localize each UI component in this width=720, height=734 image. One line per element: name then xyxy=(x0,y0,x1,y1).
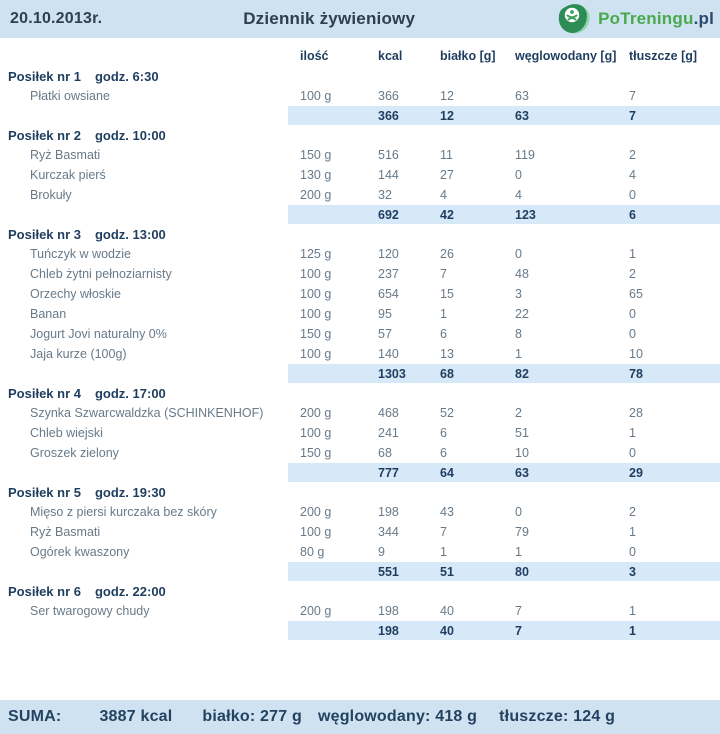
food-qty: 125 g xyxy=(300,247,332,261)
total-protein: 40 xyxy=(440,623,454,638)
meal-label: Posiłek nr 1 xyxy=(8,68,81,84)
food-carbs: 119 xyxy=(515,148,535,162)
total-protein: 51 xyxy=(440,564,454,579)
total-kcal: 1303 xyxy=(378,366,406,381)
meal-label: Posiłek nr 2 xyxy=(8,127,81,143)
food-row xyxy=(0,542,720,562)
food-kcal: 516 xyxy=(378,148,399,162)
food-protein: 12 xyxy=(440,89,454,103)
food-name: Tuńczyk w wodzie xyxy=(30,247,131,261)
col-fat: tłuszcze [g] xyxy=(629,49,698,63)
food-row xyxy=(0,264,720,284)
food-fat: 1 xyxy=(629,426,636,440)
food-carbs: 7 xyxy=(515,604,522,618)
page-title: Dziennik żywieniowy xyxy=(243,9,416,28)
food-name: Ogórek kwaszony xyxy=(30,545,130,559)
food-row xyxy=(0,601,720,621)
food-kcal: 9 xyxy=(378,545,385,559)
total-protein: 68 xyxy=(440,366,454,381)
food-qty: 200 g xyxy=(300,604,332,618)
total-kcal: 366 xyxy=(378,108,399,123)
col-kcal: kcal xyxy=(378,49,403,63)
food-name: Mięso z piersi kurczaka bez skóry xyxy=(30,505,217,519)
food-fat: 0 xyxy=(629,446,636,460)
food-carbs: 3 xyxy=(515,287,522,301)
food-carbs: 63 xyxy=(515,89,529,103)
meal-label: Posiłek nr 4 xyxy=(8,385,81,401)
food-row xyxy=(0,403,720,423)
food-carbs: 48 xyxy=(515,267,529,281)
total-carbs: 82 xyxy=(515,366,529,381)
food-qty: 100 g xyxy=(300,287,332,301)
total-carbs: 80 xyxy=(515,564,529,579)
food-fat: 1 xyxy=(629,604,636,618)
summary-fat: tłuszcze: 124 g xyxy=(499,708,616,725)
food-protein: 13 xyxy=(440,347,454,361)
food-qty: 150 g xyxy=(300,446,332,460)
food-protein: 6 xyxy=(440,426,447,440)
food-fat: 2 xyxy=(629,148,636,162)
food-protein: 6 xyxy=(440,327,447,341)
food-kcal: 468 xyxy=(378,406,399,420)
food-carbs: 0 xyxy=(515,505,522,519)
food-row xyxy=(0,86,720,106)
food-qty: 200 g xyxy=(300,188,332,202)
food-carbs: 0 xyxy=(515,247,522,261)
food-fat: 65 xyxy=(629,287,643,301)
food-carbs: 2 xyxy=(515,406,522,420)
total-kcal: 692 xyxy=(378,207,399,222)
meal-label: Posiłek nr 3 xyxy=(8,226,81,242)
food-row xyxy=(0,522,720,542)
food-row xyxy=(0,304,720,324)
meal-time: godz. 22:00 xyxy=(94,583,166,599)
total-protein: 64 xyxy=(440,465,454,480)
food-qty: 100 g xyxy=(300,267,332,281)
meal-header xyxy=(0,383,720,403)
meal-time: godz. 13:00 xyxy=(94,226,166,242)
site-logo-text xyxy=(598,9,714,29)
food-row xyxy=(0,423,720,443)
total-kcal: 551 xyxy=(378,564,399,579)
food-row xyxy=(0,165,720,185)
food-carbs: 8 xyxy=(515,327,522,341)
food-carbs: 10 xyxy=(515,446,529,460)
food-kcal: 144 xyxy=(378,168,399,182)
food-carbs: 4 xyxy=(515,188,522,202)
total-fat: 3 xyxy=(629,564,636,579)
meal-total-row xyxy=(0,621,720,640)
food-carbs: 22 xyxy=(515,307,529,321)
food-carbs: 51 xyxy=(515,426,529,440)
food-name: Ser twarogowy chudy xyxy=(30,604,150,618)
total-protein: 42 xyxy=(440,207,454,222)
food-fat: 28 xyxy=(629,406,643,420)
food-fat: 4 xyxy=(629,168,636,182)
food-protein: 7 xyxy=(440,267,447,281)
meal-header xyxy=(0,224,720,244)
food-name: Jogurt Jovi naturalny 0% xyxy=(30,327,167,341)
meal-header xyxy=(0,125,720,145)
total-fat: 78 xyxy=(629,366,643,381)
logo-tld: .pl xyxy=(693,9,714,28)
summary-carbs: węglowodany: 418 g xyxy=(317,708,478,725)
food-qty: 100 g xyxy=(300,426,332,440)
food-qty: 150 g xyxy=(300,148,332,162)
meal-header xyxy=(0,66,720,86)
food-name: Ryż Basmati xyxy=(30,148,101,162)
food-protein: 27 xyxy=(440,168,454,182)
total-kcal: 198 xyxy=(378,623,399,638)
food-kcal: 120 xyxy=(378,247,399,261)
meal-time: godz. 10:00 xyxy=(94,127,166,143)
total-protein: 12 xyxy=(440,108,454,123)
food-qty: 80 g xyxy=(300,545,325,559)
food-fat: 0 xyxy=(629,307,636,321)
food-kcal: 198 xyxy=(378,604,399,618)
food-fat: 7 xyxy=(629,89,636,103)
food-qty: 130 g xyxy=(300,168,332,182)
food-kcal: 57 xyxy=(378,327,392,341)
food-name: Orzechy włoskie xyxy=(30,287,121,301)
food-name: Płatki owsiane xyxy=(30,89,110,103)
total-carbs: 7 xyxy=(515,623,522,638)
meal-total-row xyxy=(0,364,720,383)
food-protein: 52 xyxy=(440,406,454,420)
food-row xyxy=(0,185,720,205)
col-carbs: węglowodany [g] xyxy=(515,49,617,63)
total-carbs: 63 xyxy=(515,465,529,480)
food-qty: 150 g xyxy=(300,327,332,341)
food-qty: 200 g xyxy=(300,505,332,519)
report-date: 20.10.2013r. xyxy=(10,10,103,27)
meals-container xyxy=(0,66,720,640)
food-name: Groszek zielony xyxy=(30,446,119,460)
food-fat: 0 xyxy=(629,327,636,341)
food-row xyxy=(0,344,720,364)
food-name: Jaja kurze (100g) xyxy=(30,347,127,361)
food-fat: 2 xyxy=(629,267,636,281)
food-name: Banan xyxy=(30,307,67,321)
food-fat: 1 xyxy=(629,247,636,261)
meal-label: Posiłek nr 6 xyxy=(8,583,81,599)
food-name: Kurczak pierś xyxy=(30,168,106,182)
total-carbs: 123 xyxy=(515,207,536,222)
meal-time: godz. 17:00 xyxy=(94,385,166,401)
food-protein: 11 xyxy=(440,148,453,162)
food-kcal: 140 xyxy=(378,347,399,361)
meal-total-row xyxy=(0,463,720,482)
total-fat: 6 xyxy=(629,207,636,222)
food-qty: 100 g xyxy=(300,525,332,539)
meal-header xyxy=(0,581,720,601)
site-logo[interactable] xyxy=(556,2,714,36)
meal-total-row xyxy=(0,205,720,224)
food-row xyxy=(0,502,720,522)
food-name: Brokuły xyxy=(30,188,72,202)
food-protein: 7 xyxy=(440,525,447,539)
meal-time: godz. 19:30 xyxy=(94,484,166,500)
food-kcal: 241 xyxy=(378,426,399,440)
food-row xyxy=(0,284,720,304)
food-protein: 6 xyxy=(440,446,447,460)
food-protein: 1 xyxy=(440,545,447,559)
table-column-header xyxy=(0,46,720,66)
food-protein: 26 xyxy=(440,247,454,261)
food-fat: 1 xyxy=(629,525,636,539)
food-row xyxy=(0,145,720,165)
potreningu-logo-icon xyxy=(556,2,592,36)
total-fat: 7 xyxy=(629,108,636,123)
total-fat: 29 xyxy=(629,465,643,480)
food-carbs: 1 xyxy=(515,545,522,559)
food-protein: 15 xyxy=(440,287,454,301)
food-qty: 100 g xyxy=(300,307,332,321)
food-kcal: 366 xyxy=(378,89,399,103)
food-name: Szynka Szwarcwaldzka (SCHINKENHOF) xyxy=(30,406,264,420)
meal-time: godz. 6:30 xyxy=(94,68,159,84)
food-name: Chleb wiejski xyxy=(30,426,103,440)
meal-label: Posiłek nr 5 xyxy=(8,484,81,500)
summary-bar xyxy=(0,700,720,734)
food-name: Ryż Basmati xyxy=(30,525,101,539)
food-fat: 2 xyxy=(629,505,636,519)
logo-name: PoTreningu xyxy=(598,9,694,28)
food-kcal: 344 xyxy=(378,525,399,539)
food-name: Chleb żytni pełnoziarnisty xyxy=(30,267,172,281)
col-protein: białko [g] xyxy=(440,49,496,63)
food-carbs: 1 xyxy=(515,347,522,361)
food-fat: 0 xyxy=(629,545,636,559)
meal-header xyxy=(0,482,720,502)
food-kcal: 237 xyxy=(378,267,399,281)
page-header xyxy=(0,0,720,38)
food-qty: 100 g xyxy=(300,347,332,361)
food-carbs: 0 xyxy=(515,168,522,182)
total-fat: 1 xyxy=(629,623,636,638)
col-qty: ilość xyxy=(300,49,329,63)
food-protein: 40 xyxy=(440,604,454,618)
meal-total-row xyxy=(0,106,720,125)
food-fat: 0 xyxy=(629,188,636,202)
meal-total-row xyxy=(0,562,720,581)
food-row xyxy=(0,244,720,264)
food-fat: 10 xyxy=(629,347,643,361)
food-kcal: 68 xyxy=(378,446,392,460)
food-qty: 100 g xyxy=(300,89,332,103)
food-row xyxy=(0,443,720,463)
food-qty: 200 g xyxy=(300,406,332,420)
food-protein: 1 xyxy=(440,307,447,321)
total-kcal: 777 xyxy=(378,465,399,480)
food-protein: 43 xyxy=(440,505,454,519)
summary-kcal: 3887 kcal xyxy=(99,708,173,725)
summary-label: SUMA: xyxy=(8,708,62,725)
summary-protein: białko: 277 g xyxy=(202,708,302,725)
food-kcal: 95 xyxy=(378,307,392,321)
total-carbs: 63 xyxy=(515,108,529,123)
food-kcal: 32 xyxy=(378,188,392,202)
food-kcal: 198 xyxy=(378,505,399,519)
food-carbs: 79 xyxy=(515,525,529,539)
food-protein: 4 xyxy=(440,188,447,202)
food-row xyxy=(0,324,720,344)
food-kcal: 654 xyxy=(378,287,399,301)
